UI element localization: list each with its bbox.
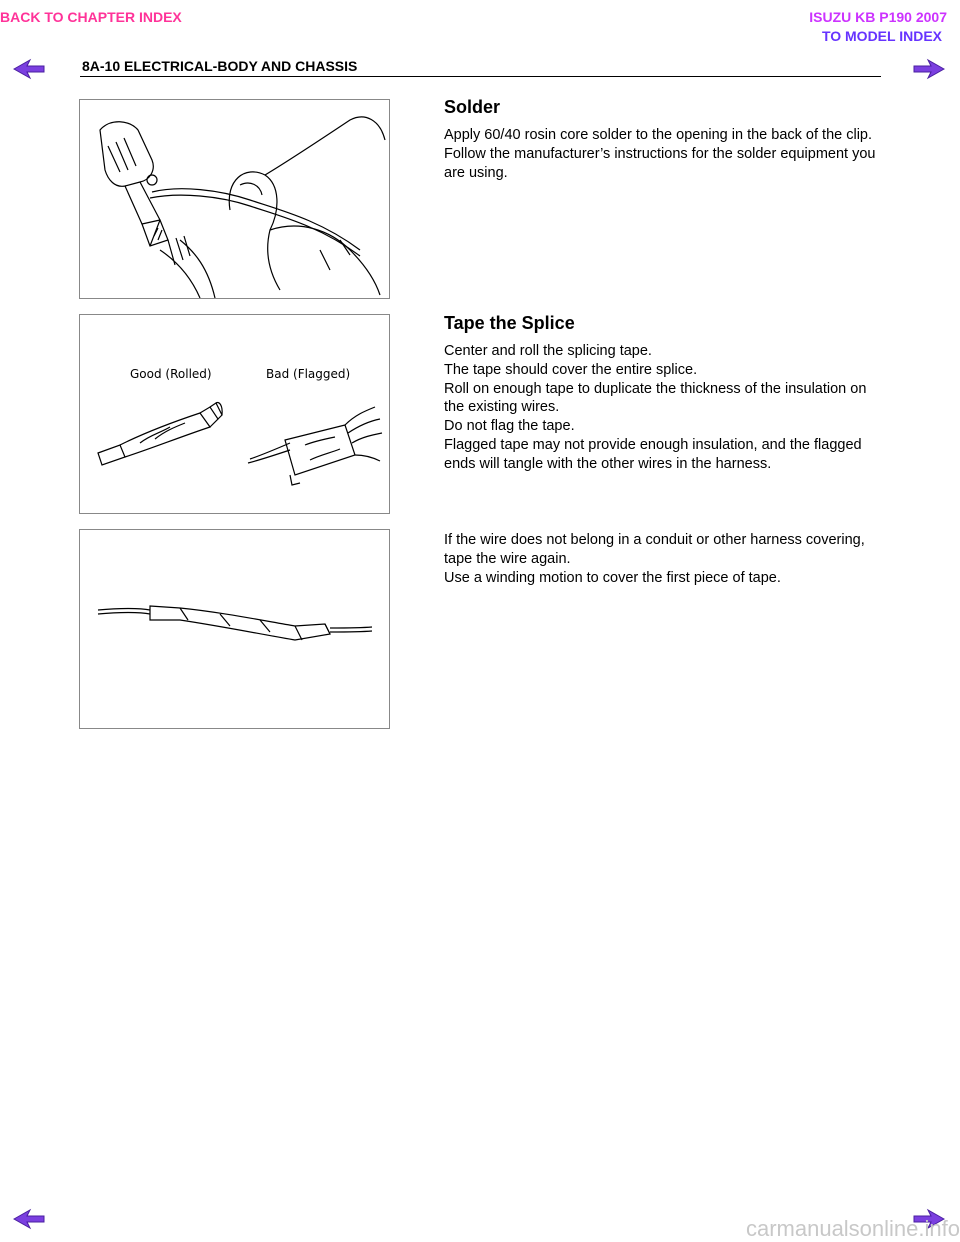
section-heading: Tape the Splice: [444, 313, 575, 333]
paragraph: Do not flag the tape.: [444, 418, 575, 435]
previous-page-arrow-icon[interactable]: [12, 58, 46, 80]
good-rolled-label: Good (Rolled): [130, 367, 212, 381]
paragraph: The tape should cover the entire splice.: [444, 361, 698, 378]
solder-illustration: [80, 100, 389, 298]
solder-figure: [79, 99, 390, 299]
paragraph: Flagged tape may not provide enough insulation, and the flagged ends will tangle with the other wires in the harness.: [444, 436, 862, 472]
header-divider: [80, 76, 881, 77]
winding-tape-section: [444, 531, 889, 587]
page-header-title: 8A-10 ELECTRICAL-BODY AND CHASSIS: [82, 58, 358, 74]
next-page-arrow-icon[interactable]: [912, 58, 946, 80]
paragraph: Follow the manufacturer’s instructions for the solder equipment you are using.: [444, 145, 876, 181]
to-model-index-link[interactable]: TO MODEL INDEX: [821, 28, 942, 44]
paragraph: Use a winding motion to cover the first piece of tape.: [444, 569, 781, 586]
back-to-chapter-index-link[interactable]: BACK TO CHAPTER INDEX: [0, 9, 182, 25]
paragraph: Center and roll the splicing tape.: [444, 343, 652, 359]
model-title-link[interactable]: ISUZU KB P190 2007: [809, 9, 947, 25]
tape-splice-section: [444, 313, 889, 474]
solder-section: [444, 97, 889, 182]
tape-splice-figure: [79, 314, 390, 514]
paragraph: Apply 60/40 rosin core solder to the opening in the back of the clip.: [444, 127, 873, 143]
winding-tape-illustration: [80, 530, 389, 728]
section-heading: Solder: [444, 97, 501, 117]
watermark: carmanualsonline.info: [745, 1216, 960, 1241]
winding-tape-figure: [79, 529, 390, 729]
tape-splice-illustration: [80, 315, 389, 513]
bad-flagged-label: Bad (Flagged): [266, 367, 351, 381]
paragraph: If the wire does not belong in a conduit or other harness covering, tape the wire again.: [444, 532, 865, 567]
previous-page-arrow-icon[interactable]: [12, 1208, 46, 1230]
paragraph: Roll on enough tape to duplicate the thickness of the insulation on the existing wires.: [444, 380, 867, 416]
